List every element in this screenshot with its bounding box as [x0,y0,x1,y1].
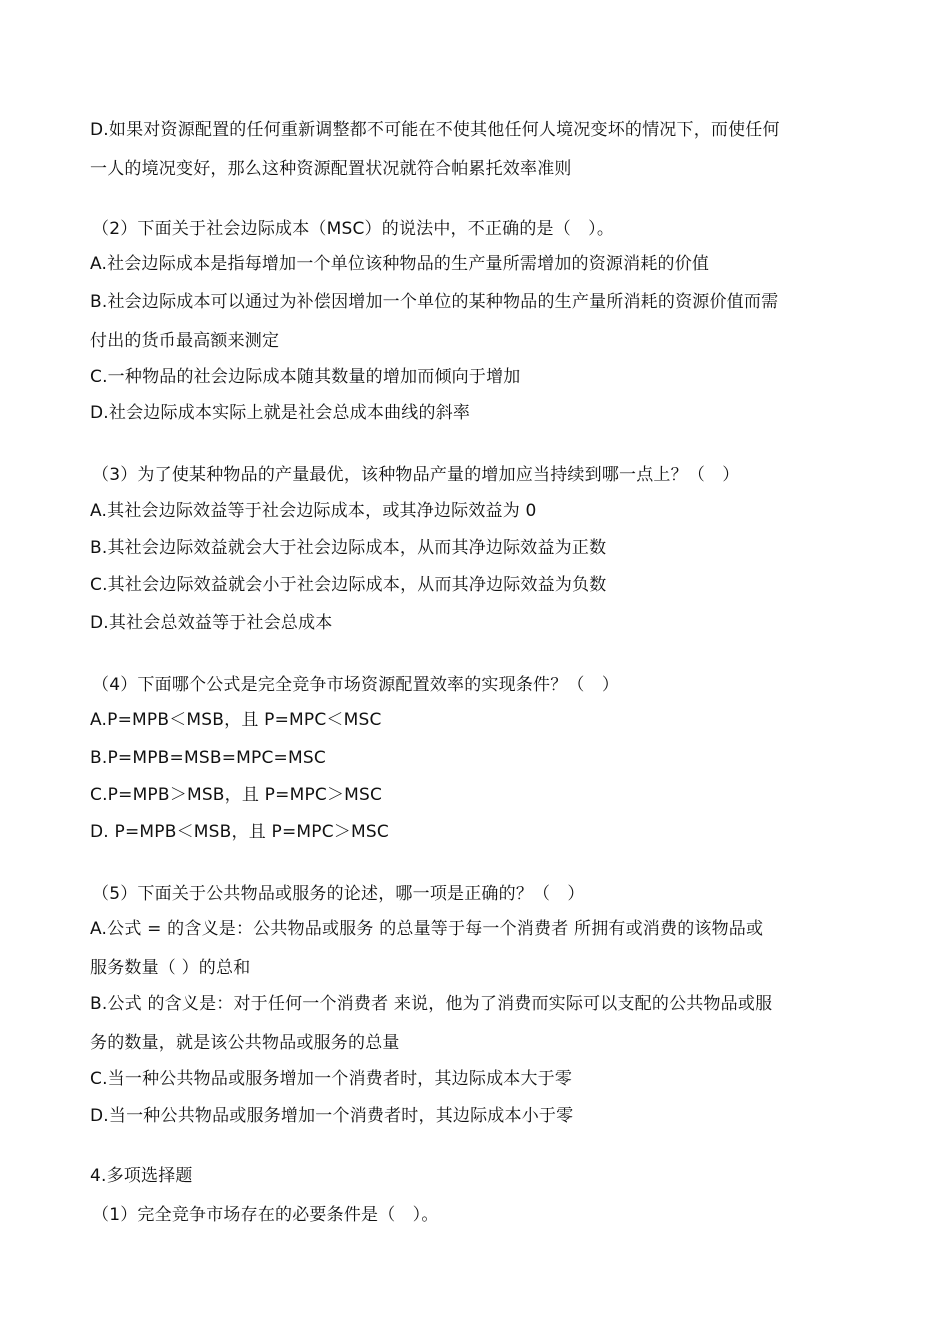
multiple-choice-question-1: （1）完全竞争市场存在的必要条件是（ ）。 [92,1205,439,1225]
question-3-option-d: D.其社会总效益等于社会总成本 [90,613,333,633]
question-5-option-a-line-2: 服务数量（ ）的总和 [90,958,251,978]
question-2-option-c: C.一种物品的社会边际成本随其数量的增加而倾向于增加 [90,367,521,387]
question-5-option-d: D.当一种公共物品或服务增加一个消费者时，其边际成本小于零 [90,1106,574,1126]
section-heading-multiple-choice: 4.多项选择题 [90,1166,193,1186]
question-2-option-a: A.社会边际成本是指每增加一个单位该种物品的生产量所需增加的资源消耗的价值 [90,254,710,274]
question-4-option-a: A.P=MPB＜MSB，且 P=MPC＜MSC [90,710,382,730]
question-4: （4）下面哪个公式是完全竞争市场资源配置效率的实现条件？（ ） [92,675,620,695]
question-2-option-b-line-1: B.社会边际成本可以通过为补偿因增加一个单位的某种物品的生产量所消耗的资源价值而需 [90,292,779,312]
question-2-option-d: D.社会边际成本实际上就是社会总成本曲线的斜率 [90,403,471,423]
question-4-option-b: B.P=MPB=MSB=MPC=MSC [90,748,326,768]
question-3-option-b: B.其社会边际效益就会大于社会边际成本，从而其净边际效益为正数 [90,538,607,558]
question-2-option-b-line-2: 付出的货币最高额来测定 [90,331,280,351]
question-3-option-a: A.其社会边际效益等于社会边际成本，或其净边际效益为 0 [90,501,537,521]
question-2: （2）下面关于社会边际成本（MSC）的说法中，不正确的是（ ）。 [92,219,615,239]
question-4-option-d: D. P=MPB＜MSB，且 P=MPC＞MSC [90,822,389,842]
question-5-option-b-line-2: 务的数量，就是该公共物品或服务的总量 [90,1033,400,1053]
option-2d-line-1: D.如果对资源配置的任何重新调整都不可能在不使其他任何人境况变坏的情况下，而使任何 [90,120,780,140]
question-5: （5）下面关于公共物品或服务的论述，哪一项是正确的？（ ） [92,884,585,904]
question-4-option-c: C.P=MPB＞MSB，且 P=MPC＞MSC [90,785,383,805]
question-5-option-a-line-1: A.公式 = 的含义是：公共物品或服务 的总量等于每一个消费者 所拥有或消费的该物品或 [90,919,764,939]
question-3: （3）为了使某种物品的产量最优，该种物品产量的增加应当持续到哪一点上？（ ） [92,465,740,485]
question-5-option-b-line-1: B.公式 的含义是：对于任何一个消费者 来说，他为了消费而实际可以支配的公共物品或服 [90,994,773,1014]
question-3-option-c: C.其社会边际效益就会小于社会边际成本，从而其净边际效益为负数 [90,575,607,595]
option-2d-line-2: 一人的境况变好，那么这种资源配置状况就符合帕累托效率准则 [90,159,572,179]
question-5-option-c: C.当一种公共物品或服务增加一个消费者时，其边际成本大于零 [90,1069,573,1089]
